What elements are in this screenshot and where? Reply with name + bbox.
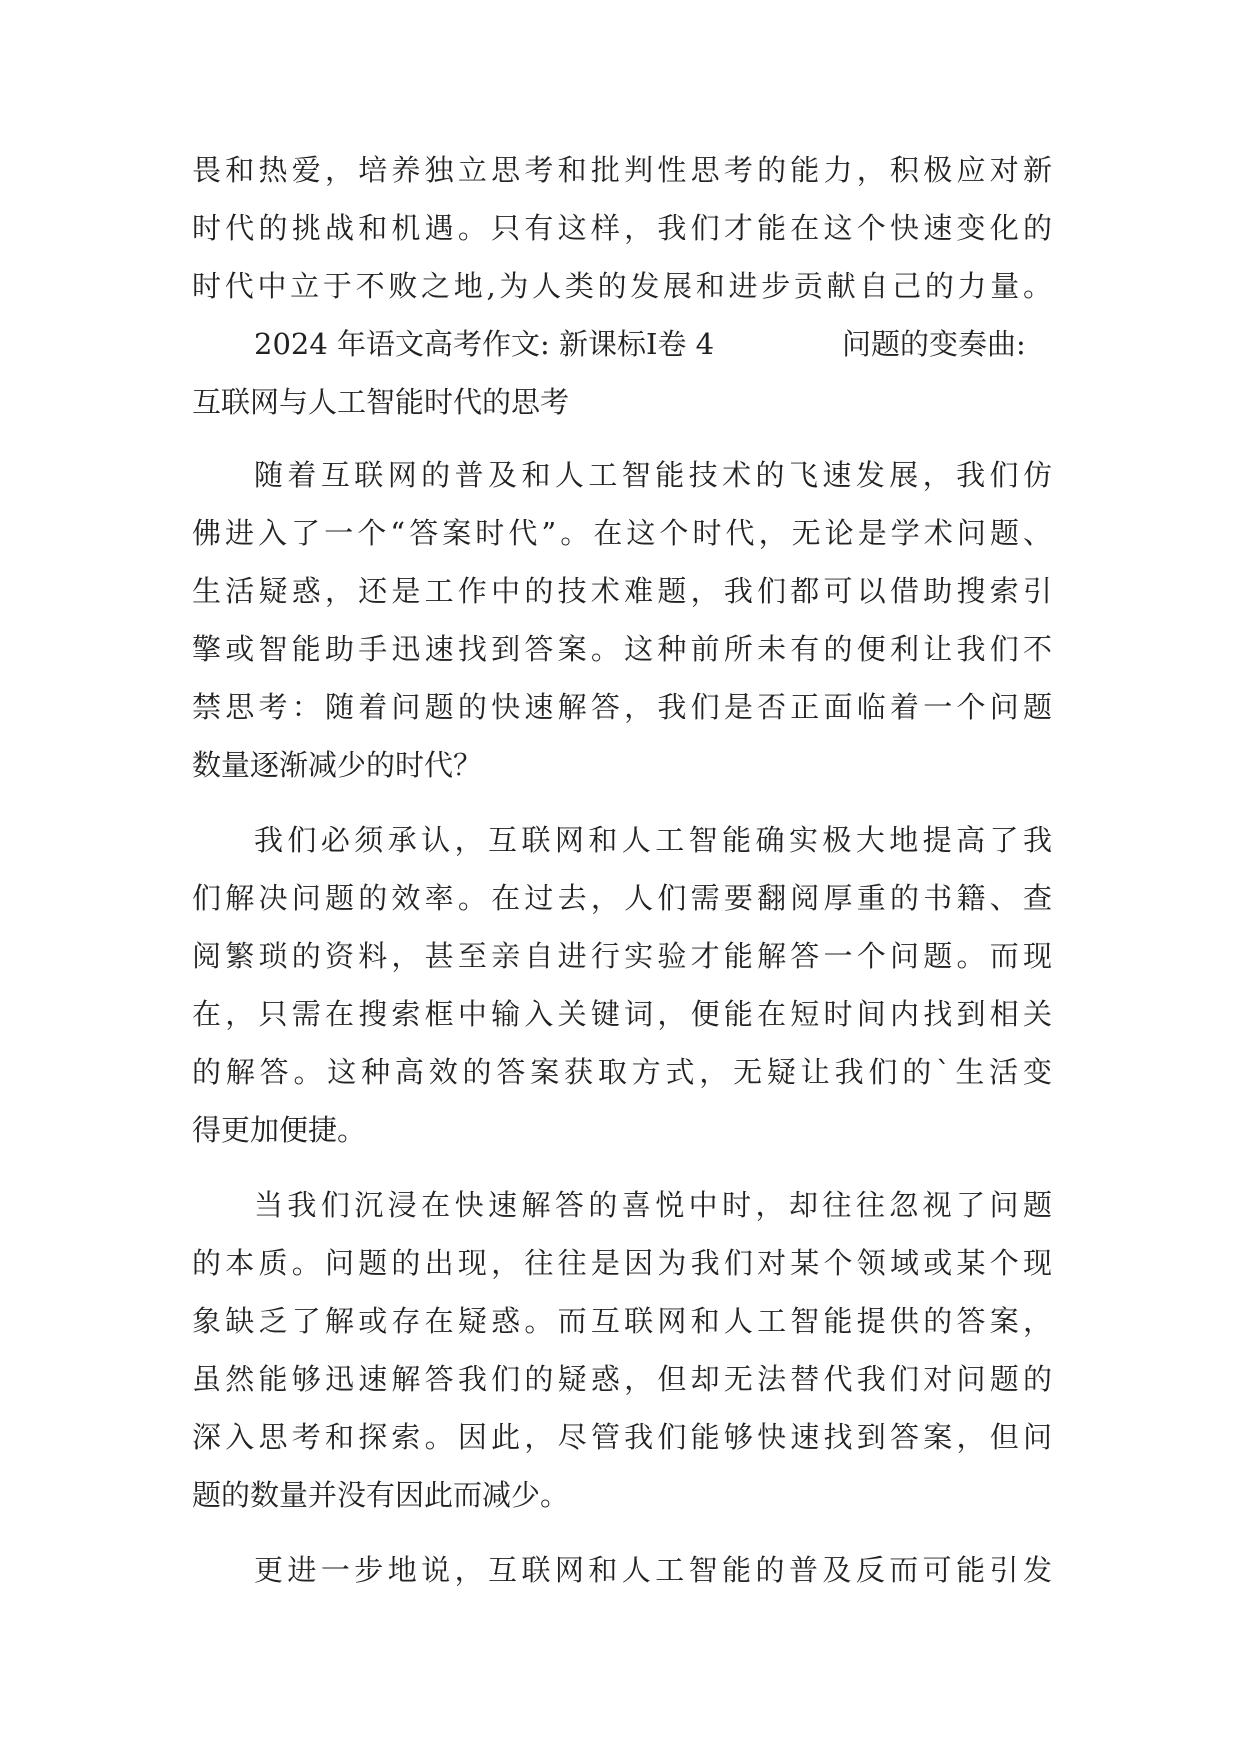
text-line: 禁思考：随着问题的快速解答，我们是否正面临着一个问题 [192, 690, 1052, 724]
text-line: 象缺乏了解或存在疑惑。而互联网和人工智能提供的答案， [192, 1304, 1052, 1338]
text-line: 深入思考和探索。因此，尽管我们能够快速找到答案，但问 [192, 1420, 1052, 1454]
text-line: 的本质。问题的出现，往往是因为我们对某个领域或某个现 [192, 1246, 1052, 1280]
text-line: 畏和热爱，培养独立思考和批判性思考的能力，积极应对新 [192, 153, 1052, 187]
essay-title-subtitle: 互联网与人工智能时代的思考 [192, 385, 570, 419]
text-line: 数量逐渐减少的时代？ [192, 748, 483, 782]
text-line: 们解决问题的效率。在过去，人们需要翻阅厚重的书籍、查 [192, 881, 1052, 915]
text-line: 阅繁琐的资料，甚至亲自进行实验才能解答一个问题。而现 [192, 939, 1052, 973]
paragraph-first-line: 随着互联网的普及和人工智能技术的飞速发展，我们仿 [254, 458, 1052, 492]
text-line: 得更加便捷。 [192, 1113, 367, 1147]
text-line: 佛进入了一个“答案时代”。在这个时代，无论是学术问题、 [192, 516, 1052, 550]
paragraph-first-line: 更进一步地说，互联网和人工智能的普及反而可能引发 [254, 1553, 1052, 1587]
paragraph-first-line: 当我们沉浸在快速解答的喜悦中时，却往往忽视了问题 [254, 1188, 1052, 1222]
text-line: 时代中立于不败之地,为人类的发展和进步贡献自己的力量。 [192, 269, 1052, 303]
text-line: 题的数量并没有因此而减少。 [192, 1478, 570, 1512]
text-line: 在，只需在搜索框中输入关键词，便能在短时间内找到相关 [192, 997, 1052, 1031]
text-line: 时代的挑战和机遇。只有这样，我们才能在这个快速变化的 [192, 211, 1052, 245]
paragraph-first-line: 我们必须承认，互联网和人工智能确实极大地提高了我 [254, 823, 1052, 857]
essay-title-part1: 2024 年语文高考作文: 新课标Ⅰ卷 4 [254, 327, 715, 361]
text-line: 的解答。这种高效的答案获取方式，无疑让我们的`生活变 [192, 1055, 1052, 1089]
text-line: 擎或智能助手迅速找到答案。这种前所未有的便利让我们不 [192, 632, 1052, 666]
text-line: 生活疑惑，还是工作中的技术难题，我们都可以借助搜索引 [192, 574, 1052, 608]
text-line: 虽然能够迅速解答我们的疑惑，但却无法替代我们对问题的 [192, 1362, 1052, 1396]
essay-title-part2: 问题的变奏曲: [842, 327, 1026, 361]
